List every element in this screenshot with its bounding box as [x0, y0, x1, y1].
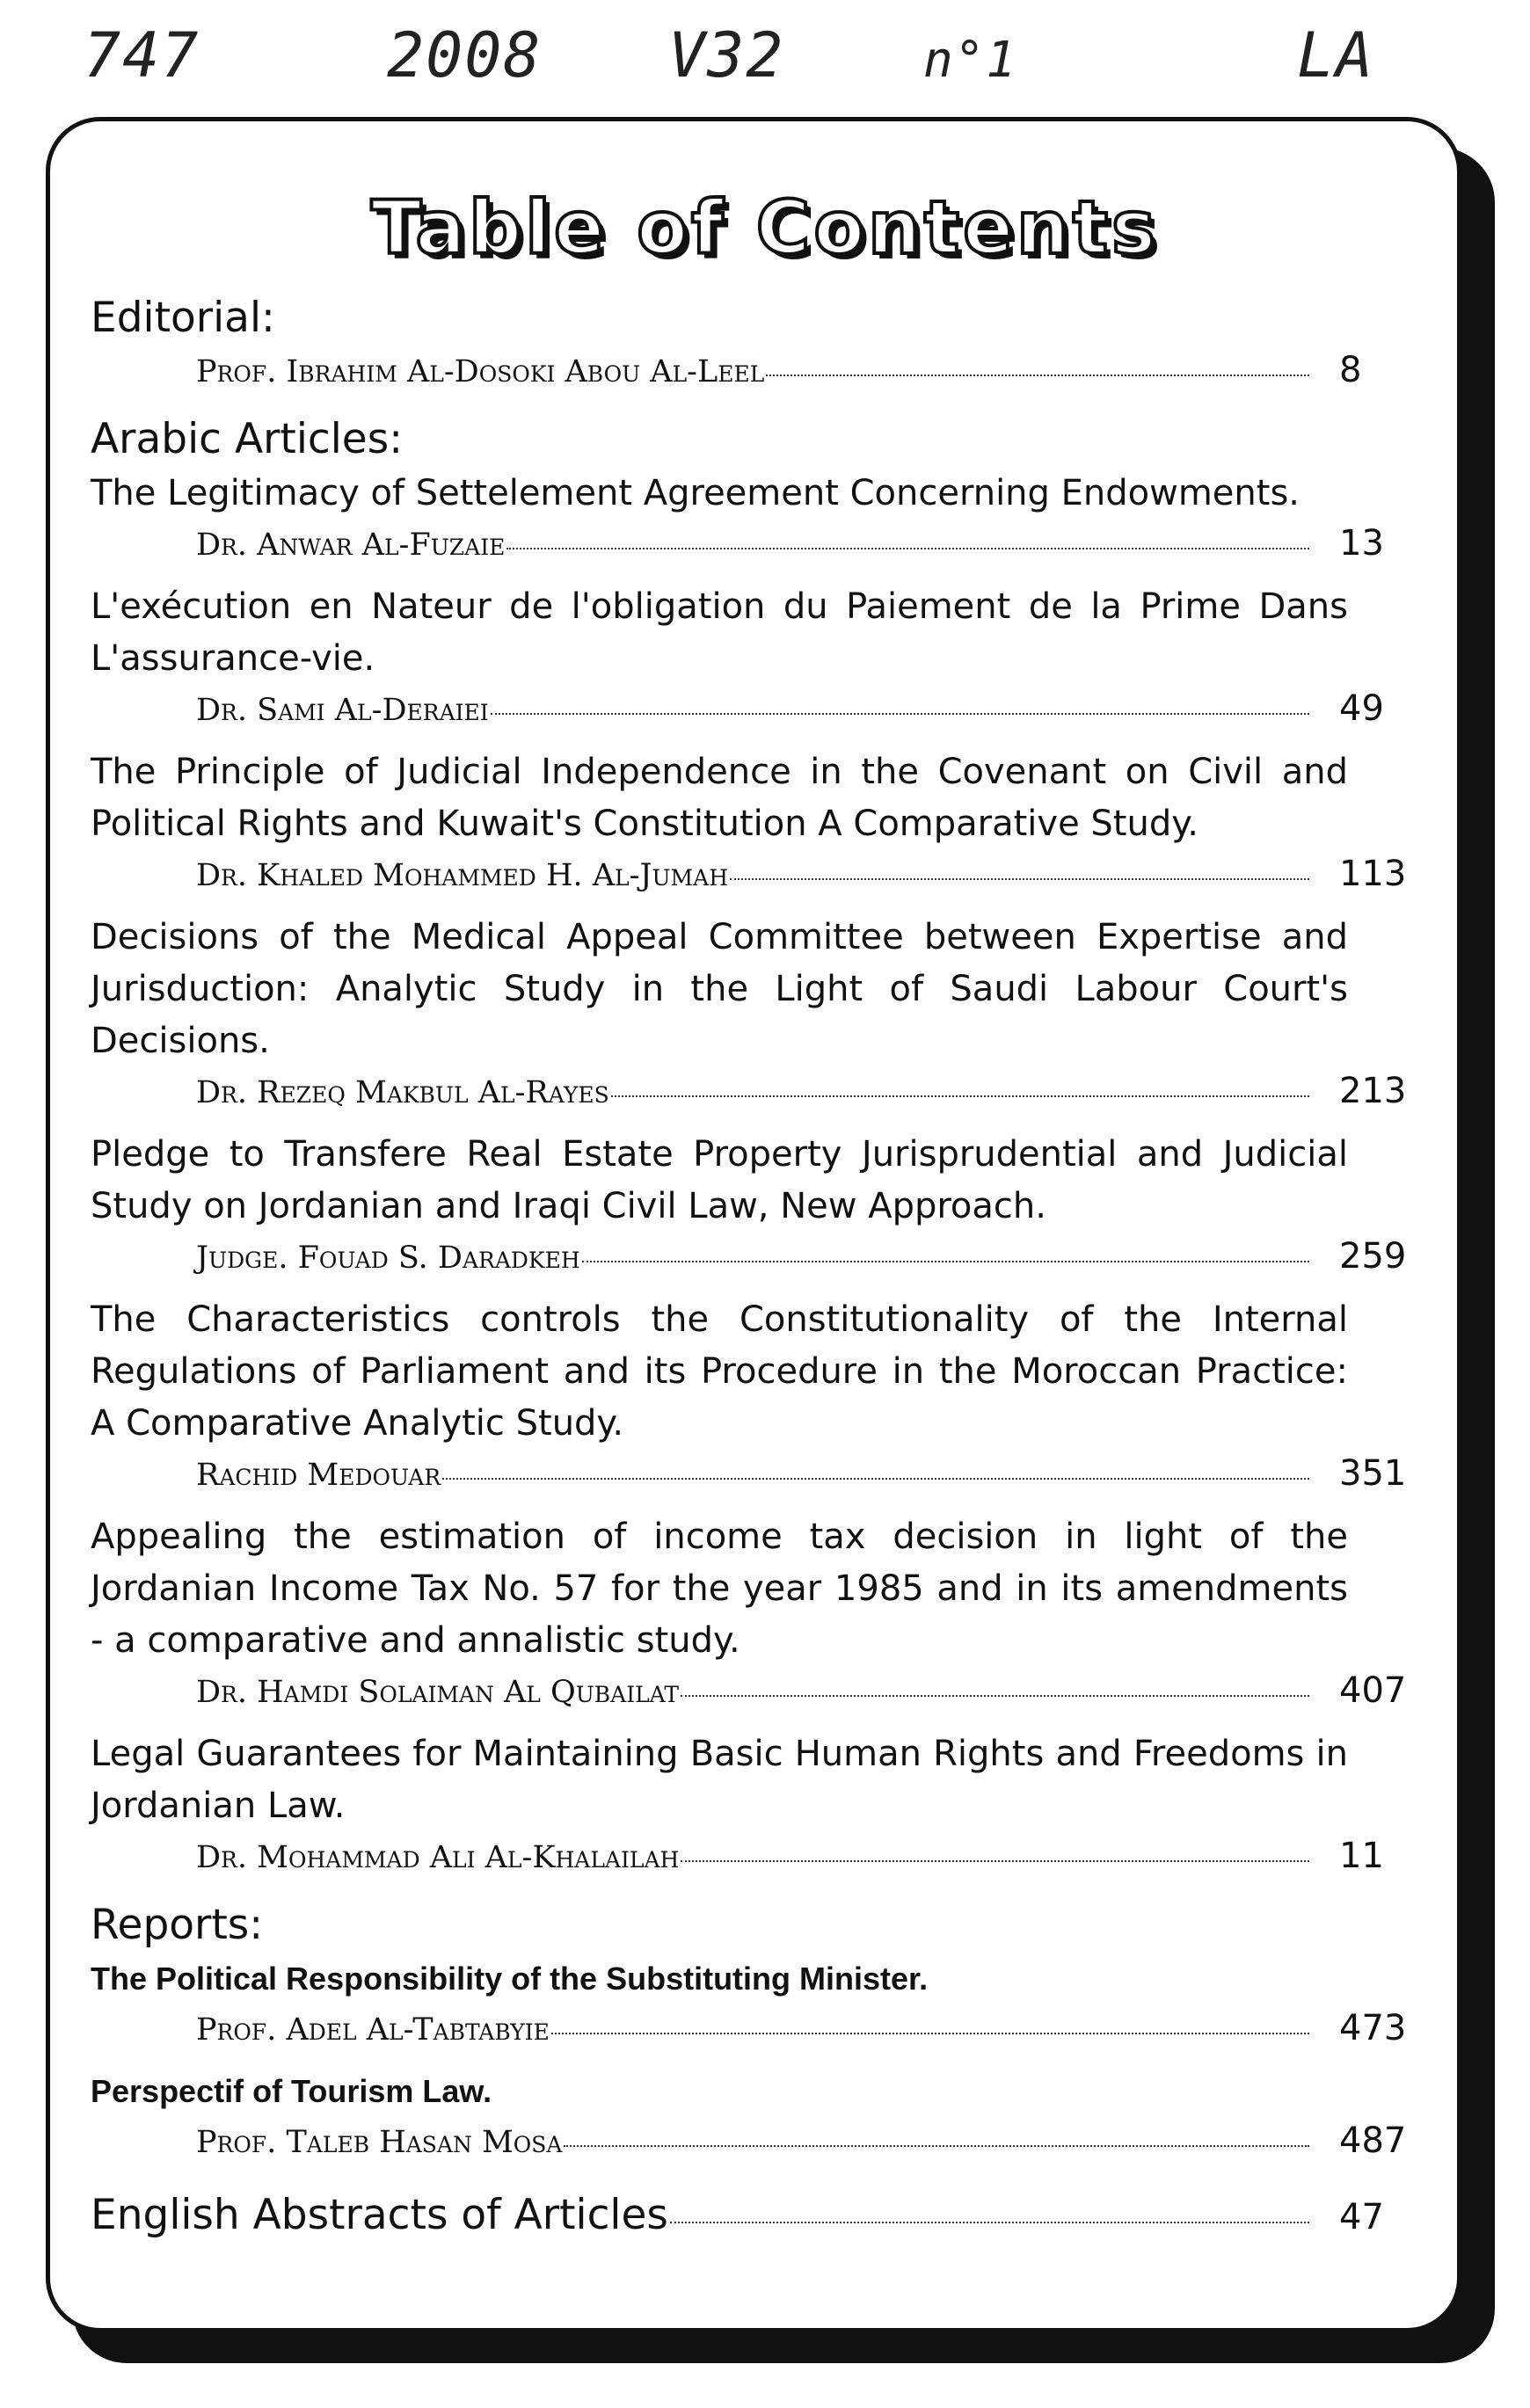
dot-leader — [582, 1261, 1309, 1262]
page-number: 49 — [1339, 688, 1384, 729]
page-number: 213 — [1339, 1071, 1407, 1111]
toc-entry-english-abstracts[interactable] — [91, 2191, 1436, 2258]
toc-entry-article[interactable] — [91, 1453, 1436, 1510]
author-name: Prof. Adel Al-Tabtabyie — [196, 2012, 550, 2048]
article-title[interactable]: Appealing the estimation of income tax decision in light of the Jordanian Income Tax No. 57 for the year 1985 and in its amendments - a comparative and annalistic study. — [91, 1517, 1348, 1661]
handwritten-note-4: n°1 — [923, 32, 1018, 89]
toc-entry-report[interactable] — [91, 2121, 1436, 2177]
dot-leader — [730, 878, 1309, 880]
page-number: 351 — [1339, 1453, 1407, 1494]
author-name: Dr. Khaled Mohammed H. Al-Jumah — [196, 858, 728, 893]
toc-entry-article[interactable] — [91, 1670, 1436, 1727]
page-number: 13 — [1339, 523, 1384, 564]
dot-leader — [506, 548, 1309, 549]
handwritten-note-2: 2008 — [387, 19, 543, 91]
author-name: Dr. Hamdi Solaiman Al Qubailat — [196, 1675, 680, 1710]
toc-entry-report[interactable] — [91, 2008, 1436, 2064]
page-number: 47 — [1339, 2197, 1384, 2237]
dot-leader — [670, 2222, 1309, 2223]
author-name: Dr. Anwar Al-Fuzaie — [196, 527, 506, 563]
author-name: Judge. Fouad S. Daradkeh — [196, 1240, 580, 1276]
toc-entry-article[interactable] — [91, 1071, 1436, 1127]
author-name: Prof. Ibrahim Al-Dosoki Abou Al-Leel — [196, 354, 765, 389]
report-title[interactable]: The Political Responsibility of the Substituting Minister. — [91, 1961, 929, 1997]
article-title[interactable]: The Characteristics controls the Constitutionality of the Internal Regulations of Parliament and its Procedure in the Moroccan Practice: A Comparative Analytic Study. — [91, 1299, 1348, 1444]
dot-leader — [551, 2033, 1309, 2034]
toc-entry-article[interactable] — [91, 688, 1436, 745]
english-abstracts-label: English Abstracts of Articles — [91, 2191, 668, 2239]
section-editorial: Editorial: — [91, 294, 275, 342]
toc-entry-article[interactable] — [91, 1236, 1436, 1292]
handwritten-note-3: V32 — [668, 19, 785, 91]
page-number: 407 — [1339, 1670, 1407, 1711]
dot-leader — [491, 713, 1309, 715]
toc-entry-article[interactable] — [91, 1836, 1436, 1892]
author-name: Dr. Rezeq Makbul Al-Rayes — [196, 1075, 609, 1110]
dot-leader — [766, 375, 1309, 376]
page-number: 473 — [1339, 2008, 1407, 2048]
article-title[interactable]: Decisions of the Medical Appeal Committee between Expertise and Jurisduction: Analytic Study in the Light of Saudi Labour Court's Decisions. — [91, 917, 1348, 1061]
toc-entry-editorial[interactable] — [91, 350, 1436, 406]
section-reports: Reports: — [91, 1901, 264, 1949]
report-title[interactable]: Perspectif of Tourism Law. — [91, 2073, 492, 2109]
toc-entry-article[interactable] — [91, 854, 1436, 910]
toc-entry-article[interactable] — [91, 523, 1436, 579]
page-title: Table of Contents — [370, 185, 1160, 271]
article-title[interactable]: Legal Guarantees for Maintaining Basic Human Rights and Freedoms in Jordanian Law. — [91, 1734, 1348, 1826]
author-name: Dr. Mohammad Ali Al-Khalailah — [196, 1840, 680, 1875]
dot-leader — [681, 1695, 1309, 1697]
page-number: 11 — [1339, 1836, 1384, 1876]
dot-leader — [442, 1478, 1309, 1480]
author-name: Prof. Taleb Hasan Mosa — [196, 2125, 563, 2160]
page-number: 113 — [1339, 854, 1407, 894]
article-title[interactable]: The Legitimacy of Settelement Agreement Concerning Endowments. — [91, 473, 1300, 513]
author-name: Dr. Sami Al-Deraiei — [196, 693, 489, 728]
handwritten-note-1: 747 — [84, 19, 200, 91]
article-title[interactable]: Pledge to Transfere Real Estate Property Jurisprudential and Judicial Study on Jordanian and Iraqi Civil Law, New Approach. — [91, 1134, 1348, 1226]
page-number: 8 — [1339, 350, 1362, 390]
article-title[interactable]: L'exécution en Nateur de l'obligation du Paiement de la Prime Dans L'assurance-vie. — [91, 586, 1348, 679]
dot-leader — [611, 1095, 1309, 1097]
page-number: 259 — [1339, 1236, 1407, 1277]
author-name: Rachid Medouar — [196, 1458, 441, 1493]
section-arabic-articles: Arabic Articles: — [91, 415, 404, 463]
dot-leader — [681, 1860, 1309, 1862]
dot-leader — [564, 2145, 1309, 2147]
table-of-contents — [91, 290, 1436, 2259]
page-number: 487 — [1339, 2121, 1407, 2161]
article-title[interactable]: The Principle of Judicial Independence in the Covenant on Civil and Political Rights and Kuwait's Constitution A Comparative Study. — [91, 752, 1348, 844]
handwritten-note-5: LA — [1297, 19, 1375, 91]
